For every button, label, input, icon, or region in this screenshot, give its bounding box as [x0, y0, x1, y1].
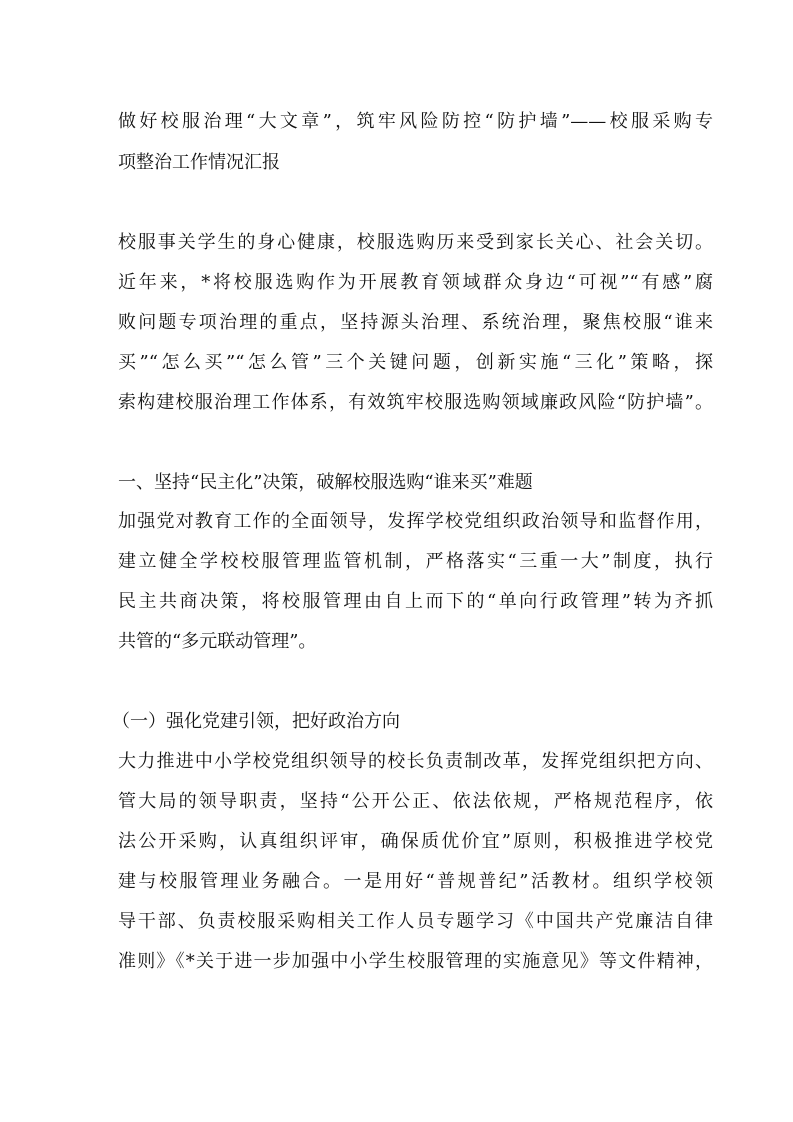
document-title-line-2: 项整治工作情况汇报 [118, 152, 280, 173]
intro-line: 败问题专项治理的重点，坚持源头治理、系统治理，聚焦校服“谁来 [118, 312, 713, 333]
document-title-line-1: 做好校服治理“大文章”，筑牢风险防控“防护墙”——校服采购专 [118, 111, 713, 132]
subsection-line: 大力推进中小学校党组织领导的校长负责制改革，发挥党组织把方向、 [118, 751, 713, 772]
subsection-line: 建与校服管理业务融合。一是用好“普规普纪”活教材。组织学校领 [118, 871, 713, 892]
section-heading: 一、坚持“民主化”决策，破解校服选购“谁来买”难题 [118, 472, 533, 493]
section-line: 共管的“多元联动管理”。 [118, 631, 317, 652]
subsection-line: 准则》《*关于进一步加强中小学生校服管理的实施意见》等文件精神， [118, 951, 713, 972]
subsection-line: 法公开采购，认真组织评审，确保质优价宜”原则，积极推进学校党 [118, 831, 713, 852]
section-line: 加强党对教育工作的全面领导，发挥学校党组织政治领导和监督作用， [118, 511, 713, 532]
intro-line: 买”“怎么买”“怎么管”三个关键问题，创新实施“三化”策略，探 [118, 352, 713, 373]
section-line: 民主共商决策，将校服管理由自上而下的“单向行政管理”转为齐抓 [118, 591, 713, 612]
intro-line: 近年来，*将校服选购作为开展教育领域群众身边“可视”“有感”腐 [118, 272, 713, 293]
subsection-line: 管大局的领导职责，坚持“公开公正、依法依规，严格规范程序，依 [118, 791, 713, 812]
intro-line: 索构建校服治理工作体系，有效筑牢校服选购领域廉政风险“防护墙”。 [118, 392, 713, 413]
intro-line: 校服事关学生的身心健康，校服选购历来受到家长关心、社会关切。 [118, 232, 713, 253]
section-line: 建立健全学校校服管理监管机制，严格落实“三重一大”制度，执行 [118, 551, 713, 572]
subsection-line: 导干部、负责校服采购相关工作人员专题学习《中国共产党廉洁自律 [118, 911, 713, 932]
subsection-heading: （一）强化党建引领，把好政治方向 [112, 711, 400, 732]
